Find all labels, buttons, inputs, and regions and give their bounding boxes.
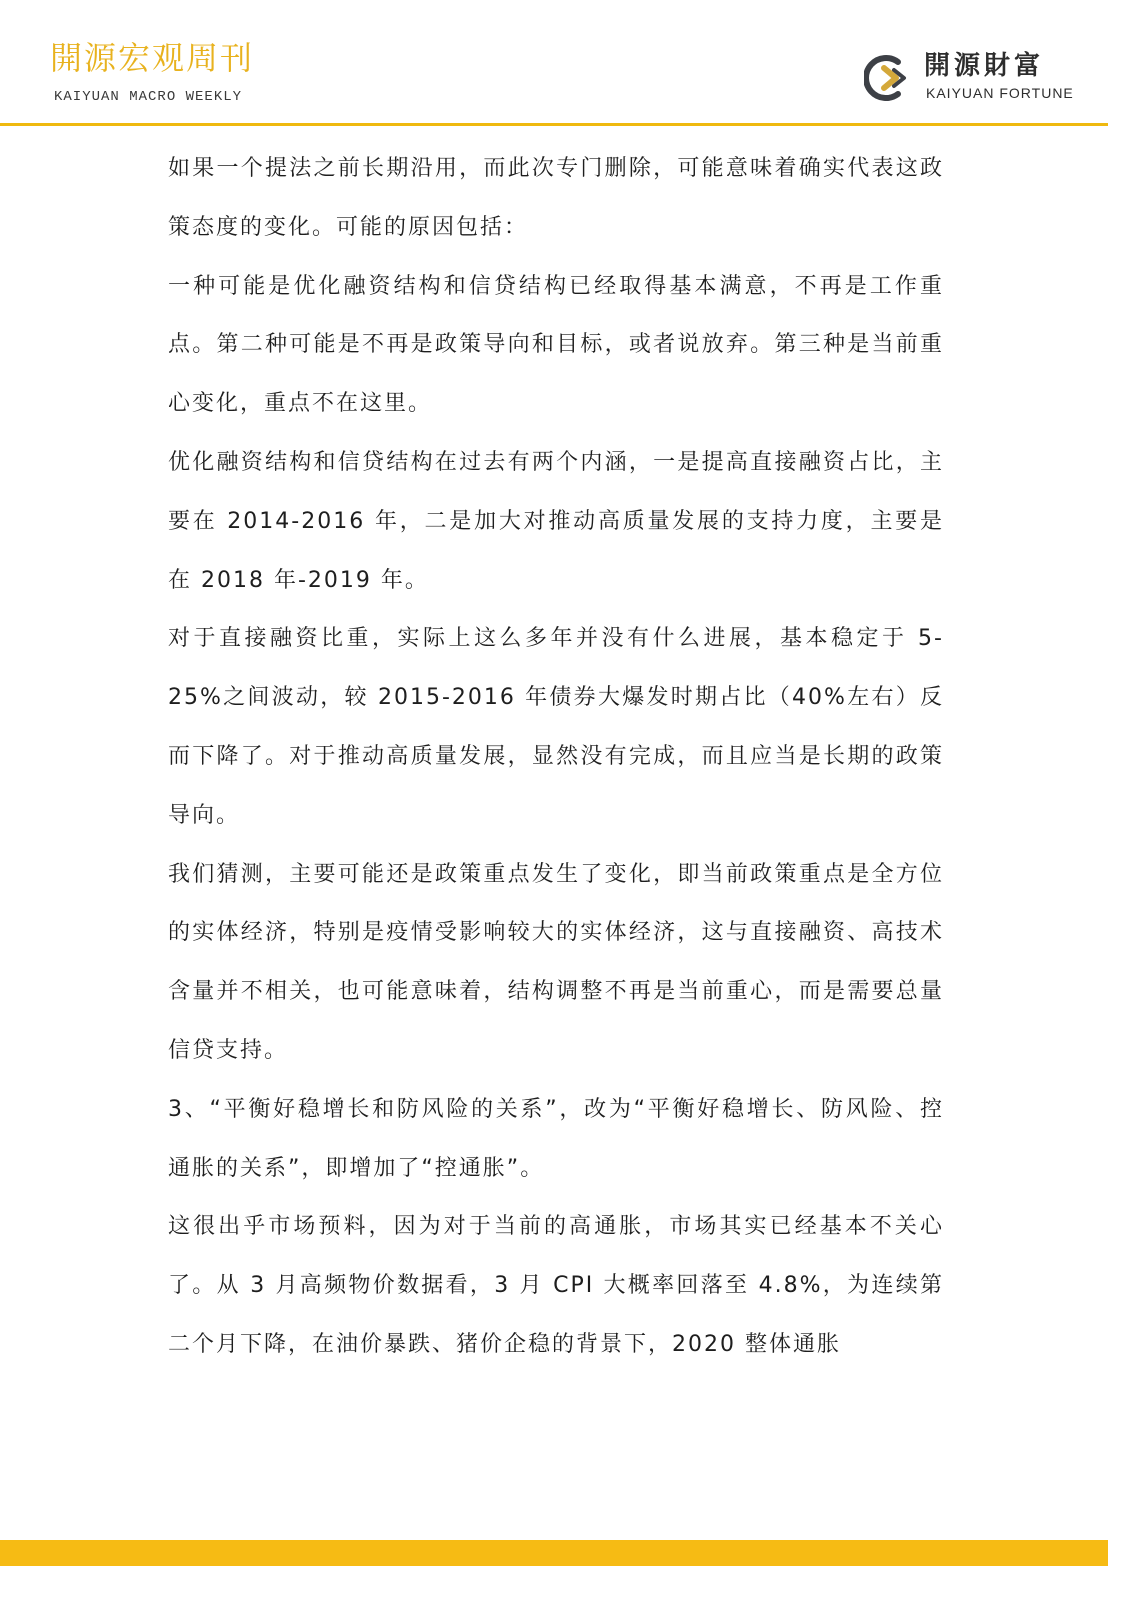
publication-title: 開源宏观周刊	[50, 39, 255, 77]
brand-name-cn: 開源財富	[924, 51, 1045, 81]
publication-subtitle: KAIYUAN MACRO WEEKLY	[54, 89, 243, 105]
kaiyuan-fortune-logo-icon	[864, 54, 912, 102]
paragraph: 这很出乎市场预料，因为对于当前的高通胀，市场其实已经基本不关心了。从 3 月高频物价数据看，3 月 CPI 大概率回落至 4.8%，为连续第二个月下降，在油价暴跌、猪价企稳的背景下，2020 整体通胀	[168, 1214, 944, 1357]
paragraph: 3、“平衡好稳增长和防风险的关系”，改为“平衡好稳增长、防风险、控通胀的关系”，即增加了“控通胀”。	[168, 1096, 944, 1181]
paragraph: 如果一个提法之前长期沿用，而此次专门删除，可能意味着确实代表这政策态度的变化。可能的原因包括：	[168, 156, 944, 240]
brand-block	[864, 50, 1084, 110]
paragraph: 我们猜测，主要可能还是政策重点发生了变化，即当前政策重点是全方位的实体经济，特别是疫情受影响较大的实体经济，这与直接融资、高技术含量并不相关，也可能意味着，结构调整不再是当前重心，而是需要总量信贷支持。	[168, 861, 944, 1063]
footer-bar	[0, 1540, 1108, 1566]
article-body	[168, 140, 944, 1375]
brand-name-en: KAIYUAN FORTUNE	[926, 85, 1074, 101]
paragraph: 优化融资结构和信贷结构在过去有两个内涵，一是提高直接融资占比，主要在 2014-2016 年，二是加大对推动高质量发展的支持力度，主要是在 2018 年-2019 年。	[168, 449, 944, 593]
paragraph: 对于直接融资比重，实际上这么多年并没有什么进展，基本稳定于 5-25%之间波动，较 2015-2016 年债券大爆发时期占比（40%左右）反而下降了。对于推动高质量发展，显然没有完成，而且应当是长期的政策导向。	[168, 626, 944, 828]
page-header	[0, 0, 1131, 126]
header-divider	[0, 123, 1108, 126]
paragraph: 一种可能是优化融资结构和信贷结构已经取得基本满意，不再是工作重点。第二种可能是不再是政策导向和目标，或者说放弃。第三种是当前重心变化，重点不在这里。	[168, 273, 944, 417]
